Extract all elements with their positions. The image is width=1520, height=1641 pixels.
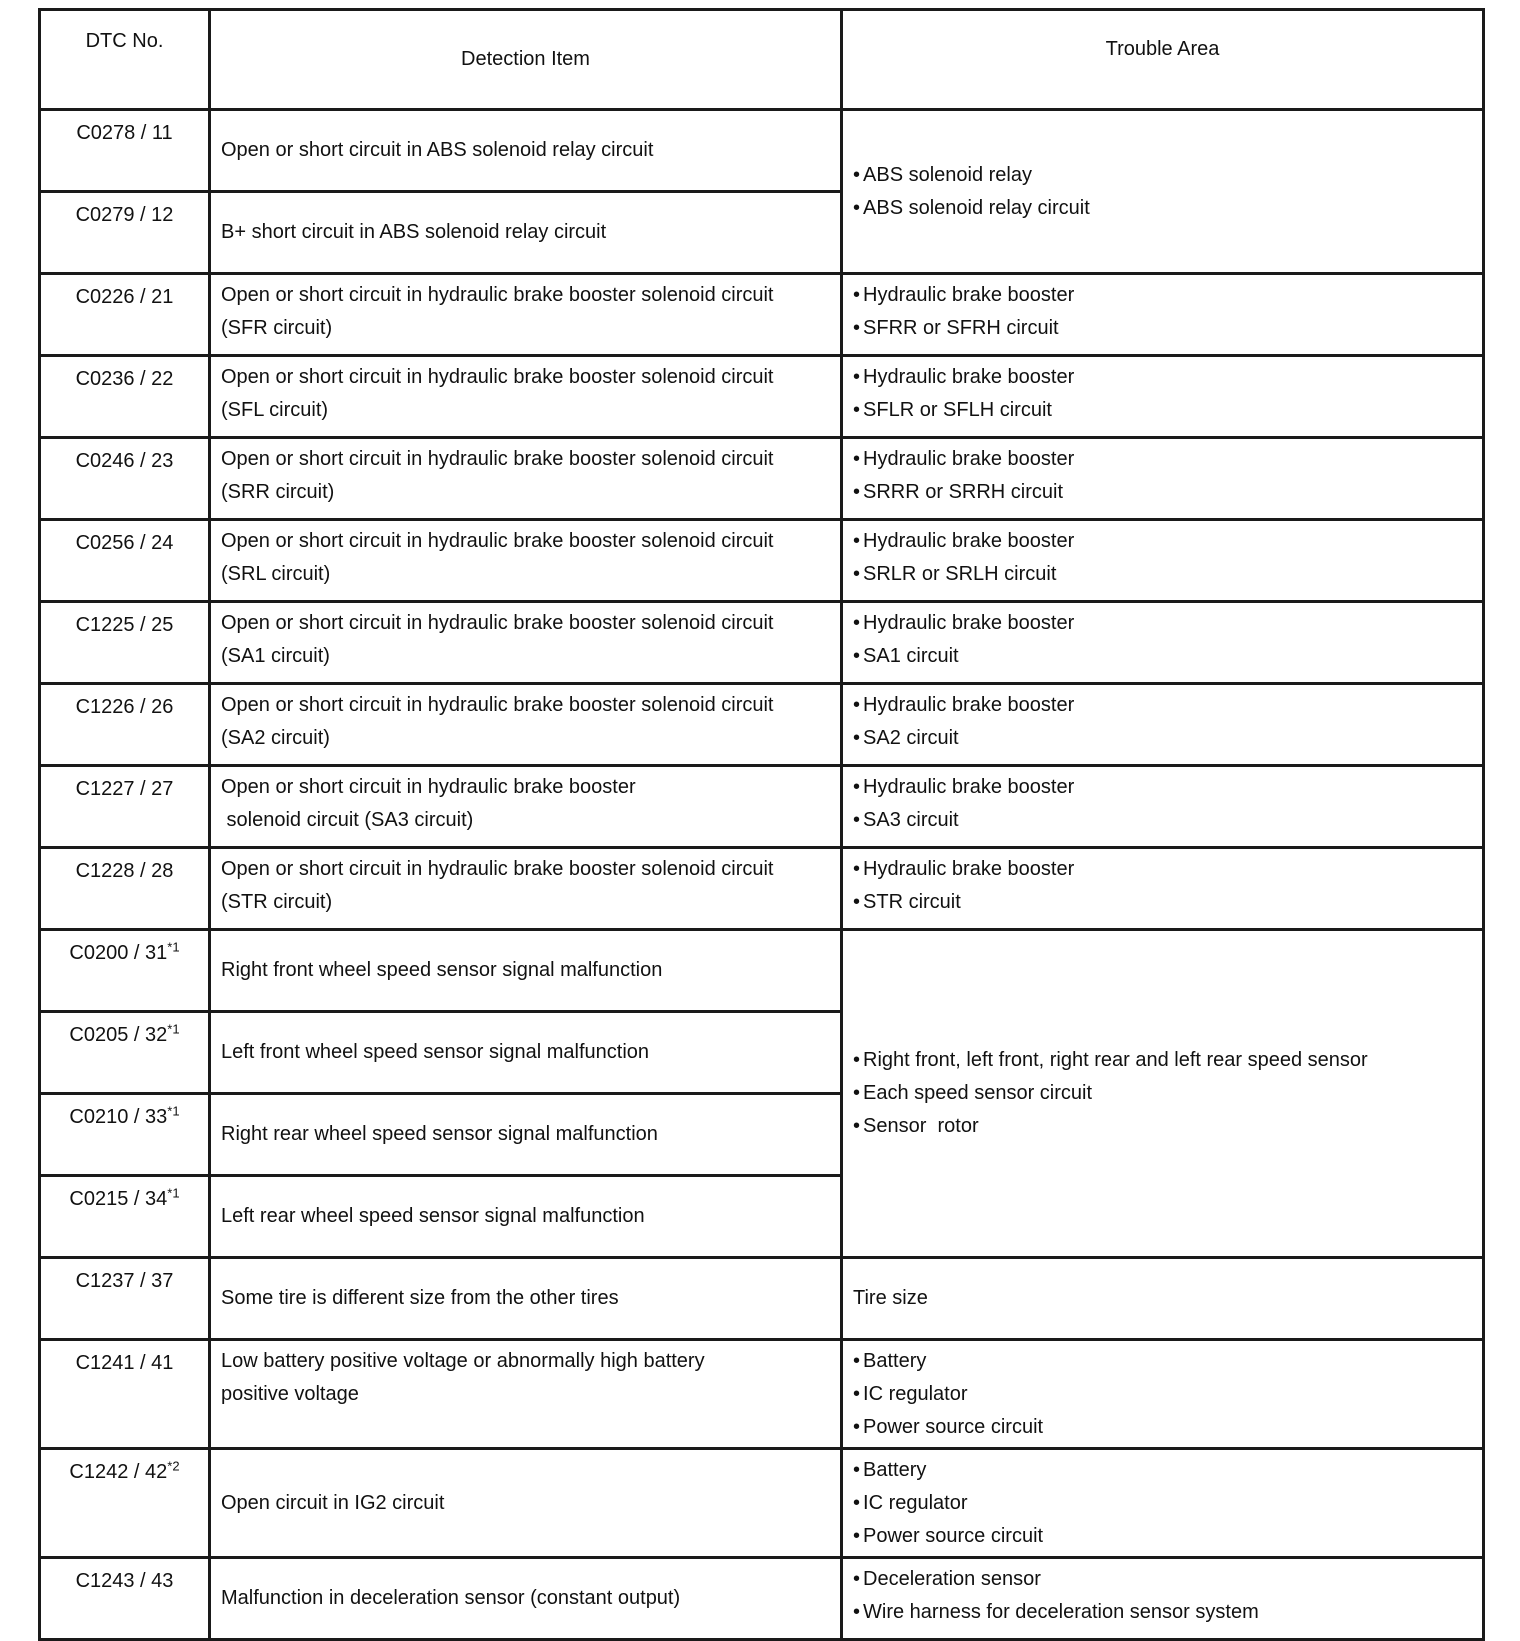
dtc-code-cell xyxy=(40,766,210,848)
table-row xyxy=(40,602,1484,684)
trouble-area-item: • Battery xyxy=(853,1454,1476,1487)
trouble-area-cell xyxy=(842,1258,1484,1340)
detection-item-cell xyxy=(210,1176,842,1258)
detection-item-text: Malfunction in deceleration sensor (constant output) xyxy=(221,1587,681,1609)
trouble-area-cell xyxy=(842,602,1484,684)
detection-item-text: Right rear wheel speed sensor signal malfunction xyxy=(221,1123,658,1145)
trouble-area-item: • SRLR or SRLH circuit xyxy=(853,558,1476,591)
detection-item-cell xyxy=(210,1094,842,1176)
detection-item-text: positive voltage xyxy=(221,1383,359,1405)
dtc-code: C1228 / 28 xyxy=(75,860,174,882)
detection-item-cell xyxy=(210,1258,842,1340)
trouble-area-cell xyxy=(842,930,1484,1258)
detection-item-cell xyxy=(210,110,842,192)
dtc-code-cell xyxy=(40,1094,210,1176)
table-row xyxy=(40,766,1484,848)
dtc-footnote-mark: *2 xyxy=(167,1458,180,1474)
detection-item-text: Left rear wheel speed sensor signal malfunction xyxy=(221,1205,645,1227)
dtc-code: C0205 / 32 xyxy=(69,1024,168,1046)
detection-item-text: (SFL circuit) xyxy=(221,399,329,421)
detection-item-text: Open or short circuit in hydraulic brake booster solenoid circuit xyxy=(221,694,774,716)
dtc-code: C0215 / 34 xyxy=(69,1188,168,1210)
dtc-code-cell xyxy=(40,438,210,520)
header-trouble-area: Trouble Area xyxy=(842,10,1484,110)
trouble-area-item: • SA1 circuit xyxy=(853,640,1476,673)
trouble-area-item: • SA2 circuit xyxy=(853,722,1476,755)
trouble-area-item: • SRRR or SRRH circuit xyxy=(853,476,1476,509)
dtc-code-cell xyxy=(40,1176,210,1258)
table-row xyxy=(40,1340,1484,1449)
detection-item-text: Open or short circuit in ABS solenoid relay circuit xyxy=(221,139,654,161)
trouble-area-item: • ABS solenoid relay xyxy=(853,159,1476,192)
dtc-code-cell xyxy=(40,1258,210,1340)
table-row xyxy=(40,1558,1484,1640)
detection-item-cell xyxy=(210,848,842,930)
trouble-area-cell xyxy=(842,1449,1484,1558)
table-row xyxy=(40,520,1484,602)
header-row xyxy=(40,10,1484,110)
detection-item-text: (STR circuit) xyxy=(221,891,333,913)
trouble-area-item: • STR circuit xyxy=(853,886,1476,919)
trouble-area-item: • Sensor rotor xyxy=(853,1110,1476,1143)
trouble-area-item: • Hydraulic brake booster xyxy=(853,689,1476,722)
dtc-code-cell xyxy=(40,1012,210,1094)
dtc-code: C1225 / 25 xyxy=(75,614,174,636)
trouble-area-cell xyxy=(842,274,1484,356)
trouble-area-item: • SFRR or SFRH circuit xyxy=(853,312,1476,345)
dtc-code: C1226 / 26 xyxy=(75,696,174,718)
detection-item-text: (SRL circuit) xyxy=(221,563,331,585)
dtc-footnote-mark: *1 xyxy=(167,1021,180,1037)
trouble-area-item: • ABS solenoid relay circuit xyxy=(853,192,1476,225)
detection-item-text: solenoid circuit (SA3 circuit) xyxy=(221,809,474,831)
detection-item-cell xyxy=(210,930,842,1012)
trouble-area-item: • Hydraulic brake booster xyxy=(853,361,1476,394)
dtc-code: C0256 / 24 xyxy=(75,532,174,554)
header-dtc-no: DTC No. xyxy=(40,10,210,110)
detection-item-cell xyxy=(210,602,842,684)
trouble-area-item: • Hydraulic brake booster xyxy=(853,525,1476,558)
trouble-area-item: • Power source circuit xyxy=(853,1520,1476,1553)
detection-item-text: Some tire is different size from the other tires xyxy=(221,1287,619,1309)
trouble-area-cell xyxy=(842,1558,1484,1640)
dtc-code: C1242 / 42 xyxy=(69,1461,168,1483)
dtc-table xyxy=(38,8,1485,1641)
trouble-area-item: • IC regulator xyxy=(853,1487,1476,1520)
trouble-area-item: • Deceleration sensor xyxy=(853,1563,1476,1596)
table-row xyxy=(40,684,1484,766)
dtc-code-cell xyxy=(40,274,210,356)
trouble-area-cell xyxy=(842,356,1484,438)
dtc-code-cell xyxy=(40,848,210,930)
detection-item-text: Left front wheel speed sensor signal malfunction xyxy=(221,1041,650,1063)
detection-item-text: Right front wheel speed sensor signal malfunction xyxy=(221,959,663,981)
trouble-area-cell xyxy=(842,110,1484,274)
dtc-code-cell xyxy=(40,1558,210,1640)
trouble-area-item: • Each speed sensor circuit xyxy=(853,1077,1476,1110)
detection-item-cell xyxy=(210,274,842,356)
detection-item-text: Open or short circuit in hydraulic brake booster solenoid circuit xyxy=(221,858,774,880)
dtc-code: C1237 / 37 xyxy=(75,1270,174,1292)
header-detection-item: Detection Item xyxy=(210,10,842,110)
detection-item-cell xyxy=(210,438,842,520)
dtc-code-cell xyxy=(40,192,210,274)
detection-item-cell xyxy=(210,192,842,274)
dtc-footnote-mark: *1 xyxy=(167,1103,180,1119)
dtc-code: C0279 / 12 xyxy=(75,204,174,226)
table-row xyxy=(40,930,1484,1012)
detection-item-cell xyxy=(210,520,842,602)
detection-item-text: Open or short circuit in hydraulic brake booster solenoid circuit xyxy=(221,284,774,306)
trouble-area-cell xyxy=(842,438,1484,520)
trouble-area-item: • Right front, left front, right rear and left rear speed sensor xyxy=(853,1044,1476,1077)
detection-item-text: B+ short circuit in ABS solenoid relay circuit xyxy=(221,221,607,243)
dtc-code: C0246 / 23 xyxy=(75,450,174,472)
dtc-code-cell xyxy=(40,110,210,192)
dtc-code-cell xyxy=(40,520,210,602)
detection-item-text: (SA2 circuit) xyxy=(221,727,330,749)
detection-item-text: Open or short circuit in hydraulic brake booster solenoid circuit xyxy=(221,612,774,634)
trouble-area-item: • Hydraulic brake booster xyxy=(853,771,1476,804)
detection-item-cell xyxy=(210,1012,842,1094)
detection-item-cell xyxy=(210,1558,842,1640)
dtc-code: C1243 / 43 xyxy=(75,1570,174,1592)
trouble-area-item: • Hydraulic brake booster xyxy=(853,607,1476,640)
detection-item-text: (SA1 circuit) xyxy=(221,645,330,667)
detection-item-text: Low battery positive voltage or abnormally high battery xyxy=(221,1350,705,1372)
trouble-area-item: • Hydraulic brake booster xyxy=(853,279,1476,312)
dtc-code: C0236 / 22 xyxy=(75,368,174,390)
trouble-area-item: • Hydraulic brake booster xyxy=(853,853,1476,886)
table-row xyxy=(40,356,1484,438)
dtc-code: C0200 / 31 xyxy=(69,942,168,964)
detection-item-text: Open or short circuit in hydraulic brake booster solenoid circuit xyxy=(221,366,774,388)
trouble-area-cell xyxy=(842,848,1484,930)
dtc-code: C0210 / 33 xyxy=(69,1106,168,1128)
detection-item-text: Open or short circuit in hydraulic brake booster xyxy=(221,776,636,798)
trouble-area-item: Tire size xyxy=(853,1287,928,1309)
trouble-area-item: • Power source circuit xyxy=(853,1411,1476,1444)
trouble-area-item: • Hydraulic brake booster xyxy=(853,443,1476,476)
trouble-area-item: • IC regulator xyxy=(853,1378,1476,1411)
dtc-code: C0278 / 11 xyxy=(76,122,173,144)
dtc-code-cell xyxy=(40,684,210,766)
trouble-area-cell xyxy=(842,684,1484,766)
dtc-code: C1241 / 41 xyxy=(75,1352,174,1374)
detection-item-cell xyxy=(210,684,842,766)
detection-item-text: Open circuit in IG2 circuit xyxy=(221,1491,445,1514)
dtc-code: C1227 / 27 xyxy=(75,778,174,800)
dtc-code: C0226 / 21 xyxy=(75,286,174,308)
detection-item-text: Open or short circuit in hydraulic brake booster solenoid circuit xyxy=(221,530,774,552)
dtc-code-cell xyxy=(40,602,210,684)
dtc-footnote-mark: *1 xyxy=(167,939,180,955)
dtc-code-cell xyxy=(40,1449,210,1558)
table-row xyxy=(40,1258,1484,1340)
trouble-area-item: • SFLR or SFLH circuit xyxy=(853,394,1476,427)
detection-item-cell xyxy=(210,356,842,438)
trouble-area-cell xyxy=(842,766,1484,848)
table-row xyxy=(40,438,1484,520)
dtc-footnote-mark: *1 xyxy=(167,1185,180,1201)
detection-item-text: (SFR circuit) xyxy=(221,317,333,339)
detection-item-text: (SRR circuit) xyxy=(221,481,335,503)
detection-item-text: Open or short circuit in hydraulic brake booster solenoid circuit xyxy=(221,448,774,470)
table-body xyxy=(40,110,1484,1640)
trouble-area-item: • SA3 circuit xyxy=(853,804,1476,837)
trouble-area-item: • Battery xyxy=(853,1345,1476,1378)
table-row xyxy=(40,848,1484,930)
detection-item-cell xyxy=(210,1449,842,1558)
table-row xyxy=(40,1449,1484,1558)
table-row xyxy=(40,274,1484,356)
dtc-code-cell xyxy=(40,930,210,1012)
table-row xyxy=(40,110,1484,192)
detection-item-cell xyxy=(210,1340,842,1449)
trouble-area-item: • Wire harness for deceleration sensor system xyxy=(853,1596,1476,1629)
dtc-code-cell xyxy=(40,356,210,438)
trouble-area-cell xyxy=(842,520,1484,602)
detection-item-cell xyxy=(210,766,842,848)
trouble-area-cell xyxy=(842,1340,1484,1449)
dtc-code-cell xyxy=(40,1340,210,1449)
